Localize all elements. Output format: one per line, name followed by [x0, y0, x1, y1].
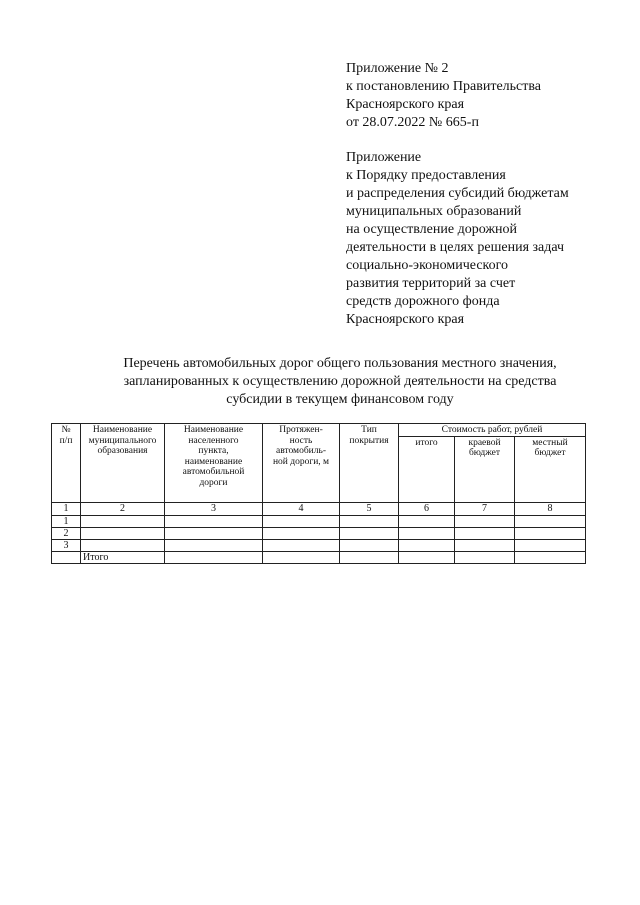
column-number: 7 [455, 502, 515, 515]
title-line: субсидии в текущем финансовом году [226, 392, 454, 407]
document-title [60, 355, 620, 409]
row-number: 2 [52, 527, 81, 539]
header-row [52, 424, 586, 437]
header-local: местный бюджет [515, 436, 586, 502]
column-number: 2 [81, 502, 165, 515]
roads-table [51, 423, 586, 564]
header-total: итого [399, 436, 455, 502]
appendix-line: Приложение № 2 [346, 61, 449, 76]
table-row [52, 515, 586, 527]
column-number: 3 [165, 502, 263, 515]
table-row [52, 527, 586, 539]
header-municipality: Наименование муниципального образования [81, 424, 165, 503]
sub-appendix-line: средств дорожного фонда [346, 294, 500, 309]
appendix-header [346, 60, 606, 329]
sub-appendix-line: Красноярского края [346, 312, 465, 327]
spacer [346, 132, 606, 149]
title-line: запланированных к осуществлению дорожной деятельности на средства [123, 374, 557, 389]
header-cost-group: Стоимость работ, рублей [399, 424, 586, 437]
sub-appendix-line: и распределения субсидий бюджетам [346, 186, 569, 201]
row-number: 1 [52, 515, 81, 527]
table-row [52, 539, 586, 551]
sub-appendix-line: к Порядку предоставления [346, 168, 506, 183]
title-line: Перечень автомобильных дорог общего пользования местного значения, [123, 356, 557, 371]
appendix-line: от 28.07.2022 № 665-п [346, 115, 479, 130]
total-row [52, 551, 586, 563]
column-number-row [52, 502, 586, 515]
sub-appendix-line: развития территорий за счет [346, 276, 516, 291]
column-number: 4 [263, 502, 340, 515]
column-number: 8 [515, 502, 586, 515]
total-label: Итого [81, 551, 165, 563]
column-number: 1 [52, 502, 81, 515]
sub-appendix-line: деятельности в целях решения задач [346, 240, 565, 255]
header-settlement-road: Наименование населенного пункта, наименование автомобильной дороги [165, 424, 263, 503]
header-num: № п/п [52, 424, 81, 503]
appendix-line: к постановлению Правительства [346, 79, 542, 94]
column-number: 5 [340, 502, 399, 515]
header-length: Протяжен- ность автомобиль- ной дороги, м [263, 424, 340, 503]
sub-appendix-line: социально-экономического [346, 258, 509, 273]
appendix-line: Красноярского края [346, 97, 465, 112]
sub-appendix-line: Приложение [346, 150, 422, 165]
header-regional: краевой бюджет [455, 436, 515, 502]
sub-appendix-line: на осуществление дорожной [346, 222, 518, 237]
sub-appendix-line: муниципальных образований [346, 204, 522, 219]
column-number: 6 [399, 502, 455, 515]
row-number: 3 [52, 539, 81, 551]
header-surface: Тип покрытия [340, 424, 399, 503]
